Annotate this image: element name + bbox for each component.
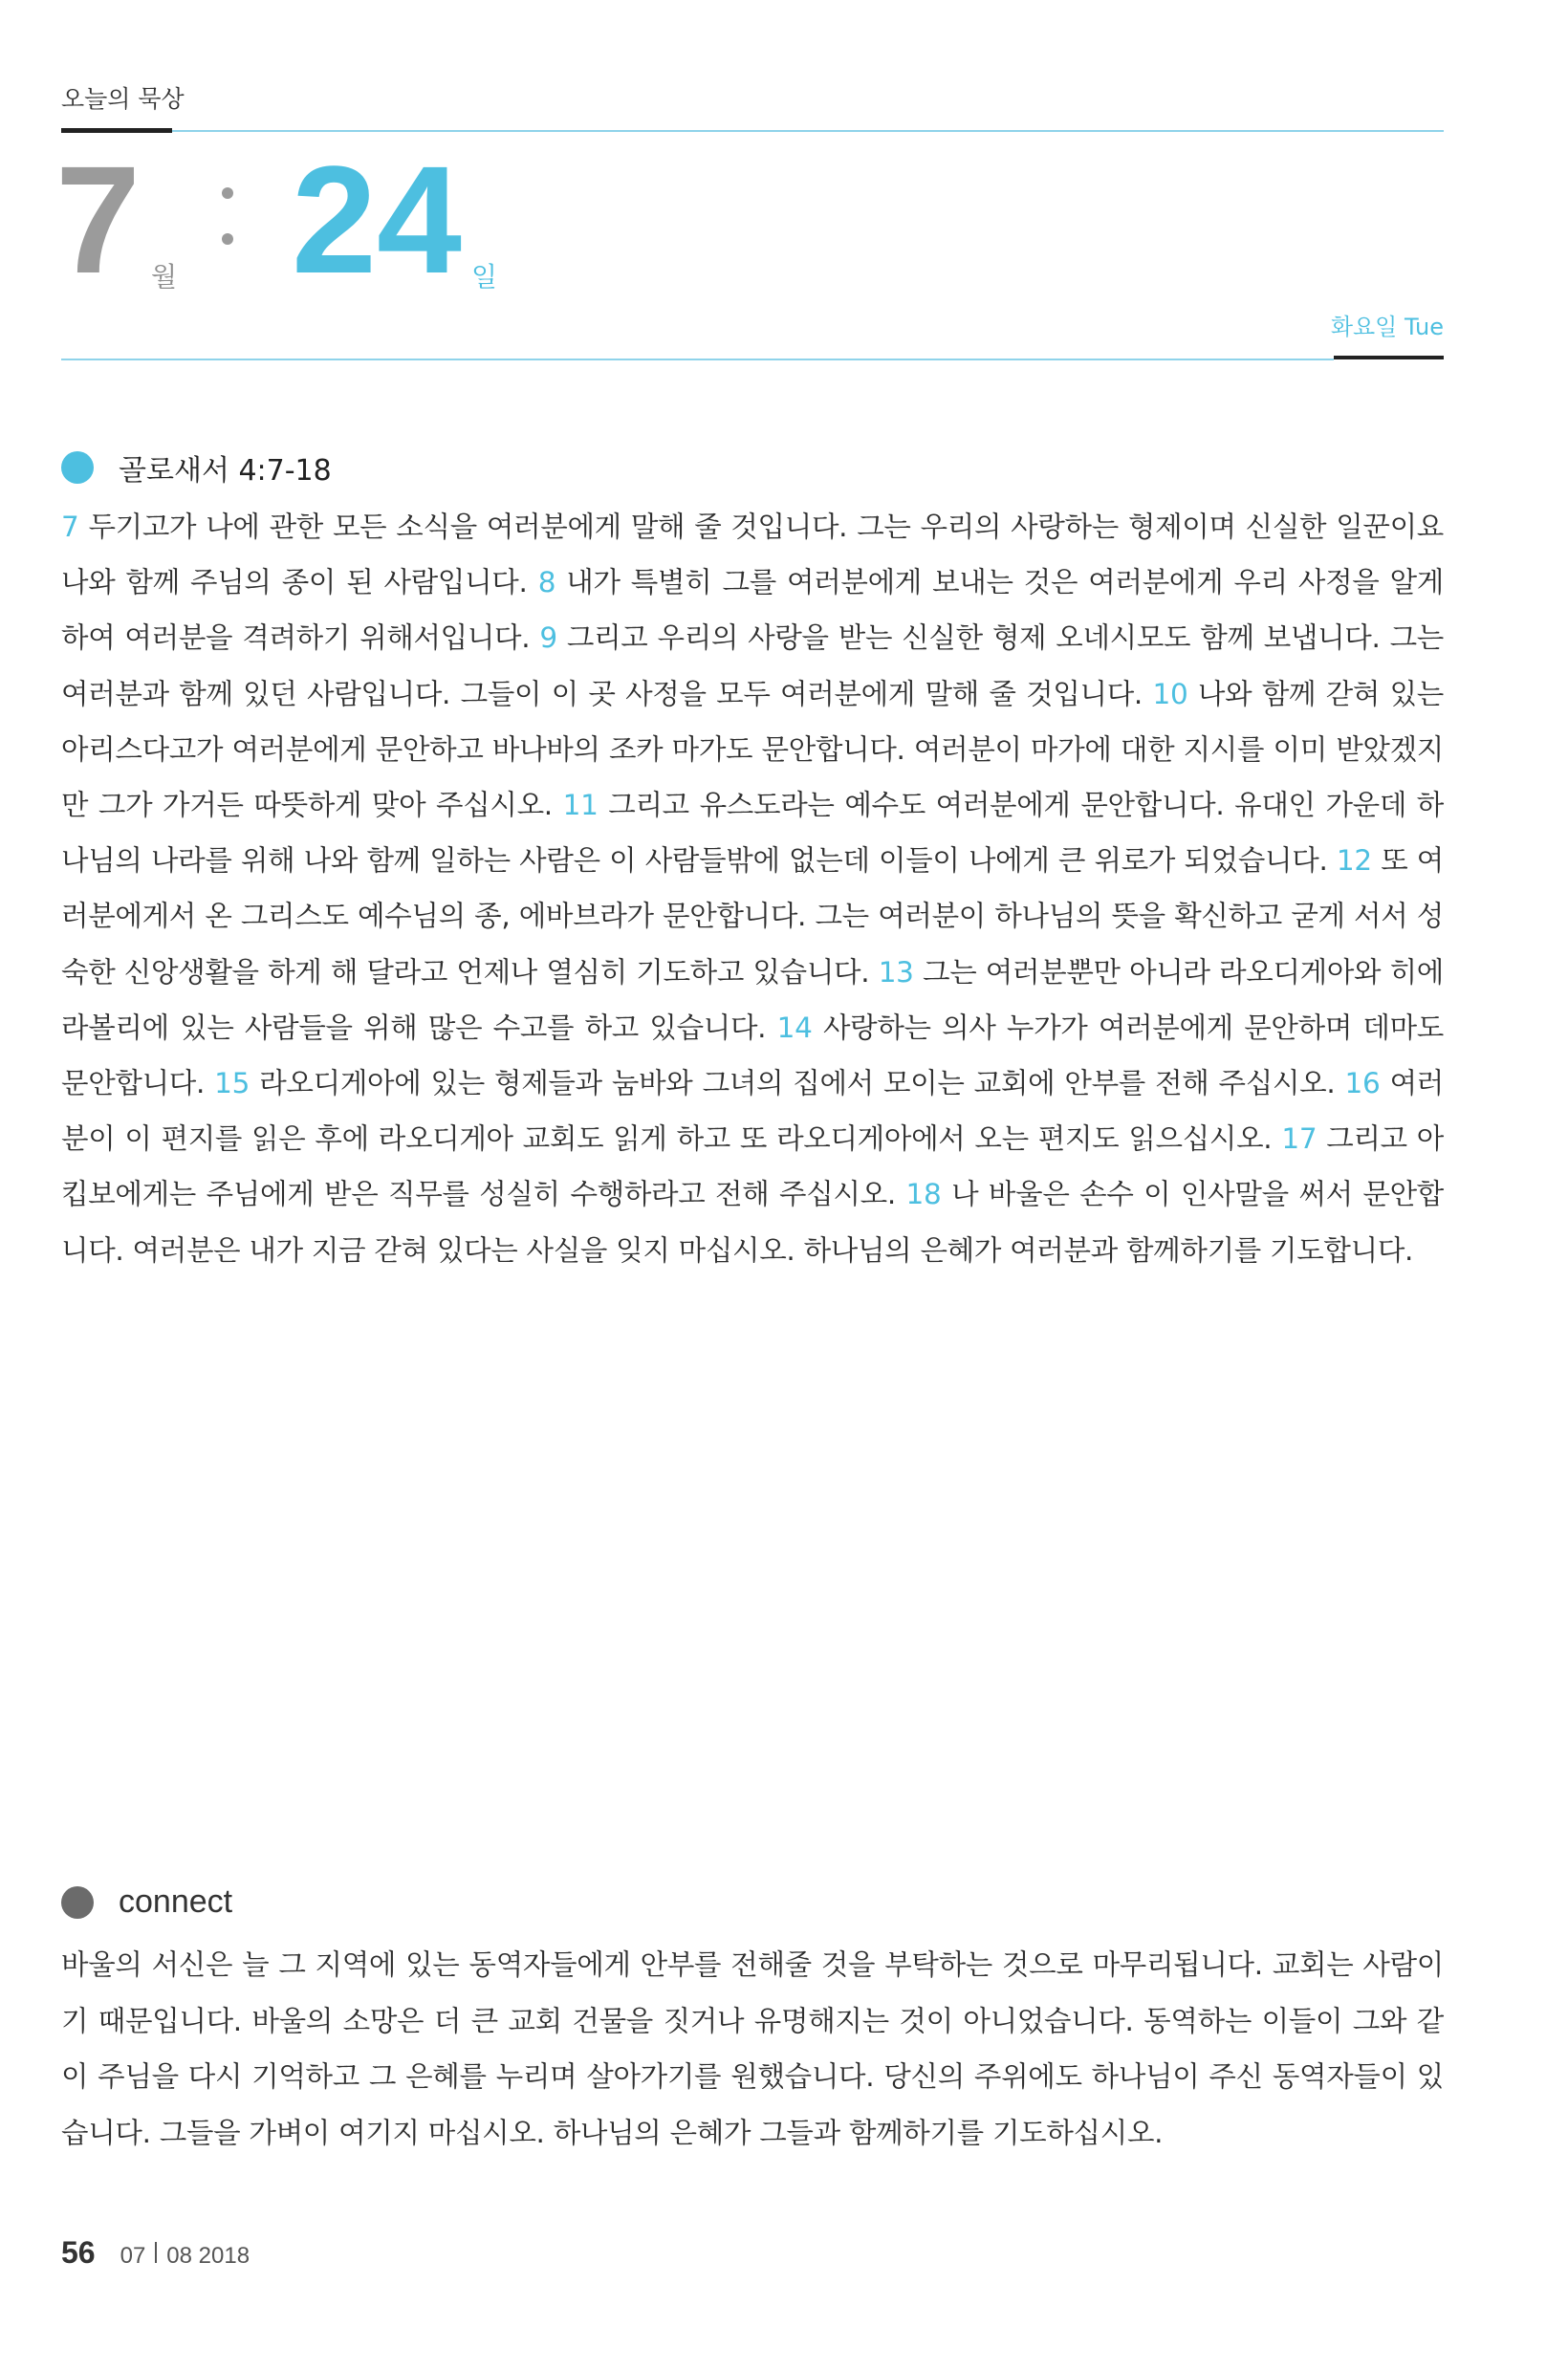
- scripture-bullet-icon: [61, 451, 94, 484]
- verse-text: 또 여러분에게서 온 그리스도 예수님의 종, 에바브라가 문안합니다. 그는 여러분이 하나님의 뜻을 확신하고 굳게 서서 성숙한 신앙생활을 하게 해 달라고 언제나 열심히 기도하고 있습니다.: [61, 844, 1444, 989]
- connect-body: 바울의 서신은 늘 그 지역에 있는 동역자들에게 안부를 전해줄 것을 부탁하는 것으로 마무리됩니다. 교회는 사람이기 때문입니다. 바울의 소망은 더 큰 교회 건물을 짓거나 유명해지는 것이 아니었습니다. 동역하는 이들이 그와 같이 주님을 다시 기억하고 그 은혜를 누리며 살아가기를 원했습니다. 당신의 주위에도 하나님이 주신 동역자들이 있습니다. 그들을 가벼이 여기지 마십시오. 하나님의 은혜가 그들과 함께하기를 기도하십시오.: [61, 1948, 1444, 2149]
- verse-text: 내가 특별히 그를 여러분에게 보내는 것은 여러분에게 우리 사정을 알게 하여 여러분을 격려하기 위해서입니다.: [61, 566, 1444, 655]
- weekday-label: 화요일 Tue: [1330, 314, 1444, 340]
- verse-number: 11: [562, 789, 599, 822]
- verse-number: 10: [1152, 677, 1188, 710]
- verse-number: 12: [1336, 844, 1372, 878]
- date-month-unit: 월: [151, 261, 178, 293]
- connect-title: connect: [119, 1883, 233, 1920]
- verse-number: 17: [1281, 1122, 1318, 1156]
- weekday-underline: [1334, 356, 1444, 359]
- verse-text: 사랑하는 의사 누가가 여러분에게 문안하며 데마도 문안합니다.: [61, 1011, 1444, 1100]
- verse-text: 라오디게아에 있는 형제들과 눔바와 그녀의 집에서 모이는 교회에 안부를 전해 주십시오.: [250, 1067, 1345, 1100]
- issue-date: 08 2018: [166, 2243, 250, 2269]
- verse-text: 그는 여러분뿐만 아니라 라오디게아와 히에라볼리에 있는 사람들을 위해 많은 수고를 하고 있습니다.: [61, 955, 1445, 1044]
- footer-separator: [155, 2242, 157, 2263]
- verse-number: 14: [776, 1011, 813, 1044]
- verse-text: 나와 함께 갇혀 있는 아리스다고가 여러분에게 문안하고 바나바의 조카 마가도 문안합니다. 여러분이 마가에 대한 지시를 이미 받았겠지만 그가 가거든 따뜻하게 맞아 주십시오.: [61, 677, 1444, 822]
- page-number: 56: [61, 2235, 96, 2270]
- connect-heading: [61, 1883, 232, 1921]
- verse-number: 9: [539, 621, 557, 655]
- verse-text: 나 바울은 손수 이 인사말을 써서 문안합니다. 여러분은 내가 지금 갇혀 있다는 사실을 잊지 마십시오. 하나님의 은혜가 여러분과 함께하기를 기도합니다.: [61, 1178, 1444, 1267]
- connect-bullet-icon: [61, 1886, 94, 1919]
- section-label-underline: [61, 128, 172, 133]
- scripture-reference: 골로새서 4:7-18: [119, 454, 332, 488]
- verse-number: 15: [214, 1067, 250, 1100]
- verse-text: 그리고 우리의 사랑을 받는 신실한 형제 오네시모도 함께 보냅니다. 그는 여러분과 함께 있던 사람입니다. 그들이 이 곳 사정을 모두 여러분에게 말해 줄 것입니다.: [61, 621, 1444, 710]
- verse-number: 13: [878, 955, 914, 989]
- date-month: 7: [55, 134, 141, 305]
- scripture-passage: [61, 499, 1444, 1278]
- verse-number: 7: [61, 511, 79, 543]
- header-divider-bottom: [61, 359, 1334, 360]
- scripture-heading: [61, 446, 332, 489]
- date-colon-separator: [222, 187, 233, 279]
- date-day-unit: 일: [471, 261, 498, 293]
- verse-text: 두기고가 나에 관한 모든 소식을 여러분에게 말해 줄 것입니다. 그는 우리의 사랑하는 형제이며 신실한 일꾼이요 나와 함께 주님의 종이 된 사람입니다.: [61, 511, 1444, 599]
- section-label: 오늘의 묵상: [61, 85, 185, 113]
- verse-number: 18: [905, 1178, 942, 1211]
- issue-month: 07: [120, 2243, 146, 2269]
- verse-text: 그리고 아킵보에게는 주님에게 받은 직무를 성실히 수행하라고 전해 주십시오.: [61, 1122, 1444, 1211]
- verse-text: 그리고 유스도라는 예수도 여러분에게 문안합니다. 유대인 가운데 하나님의 나라를 위해 나와 함께 일하는 사람은 이 사람들밖에 없는데 이들이 나에게 큰 위로가 되었습니다.: [61, 789, 1444, 878]
- header-divider-top: [172, 130, 1444, 132]
- verse-text: 여러분이 이 편지를 읽은 후에 라오디게아 교회도 읽게 하고 또 라오디게아에서 오는 편지도 읽으십시오.: [61, 1067, 1444, 1156]
- page-footer: [61, 2235, 250, 2271]
- verse-number: 16: [1344, 1067, 1381, 1100]
- verse-number: 8: [537, 566, 556, 599]
- date-day: 24: [292, 134, 462, 305]
